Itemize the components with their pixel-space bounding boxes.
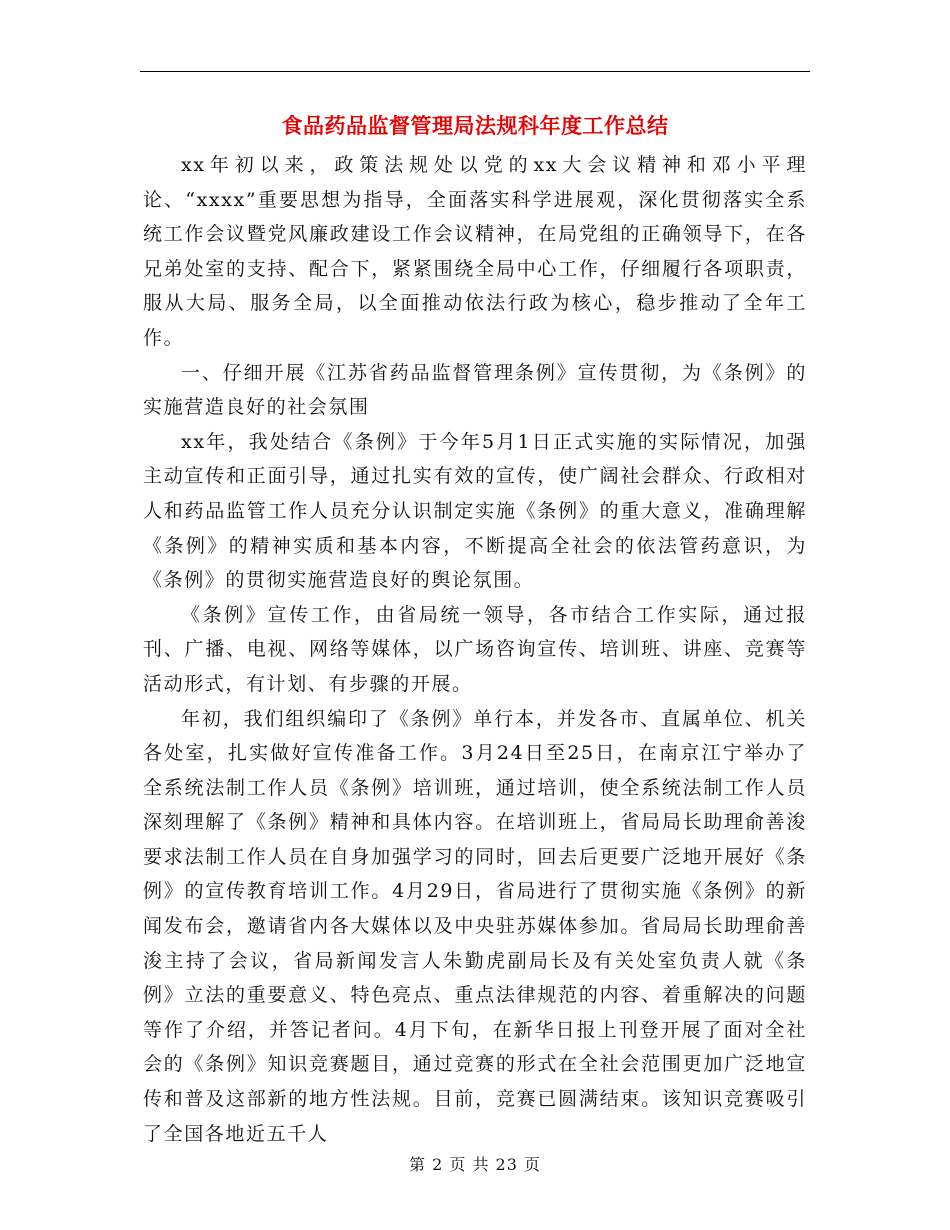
paragraph-section-1b: 《条例》宣传工作，由省局统一领导，各市结合工作实际，通过报刊、广播、电视、网络等媒体，以广场咨询宣传、培训班、讲座、竞赛等活动形式，有计划、有步骤的开展。 [143, 603, 807, 695]
document-title: 食品药品监督管理局法规科年度工作总结 [281, 114, 669, 138]
paragraph-intro: xx年初以来，政策法规处以党的xx大会议精神和邓小平理论、“xxxx”重要思想为指导，全面落实科学进展观，深化贯彻落实全系统工作会议暨党风廉政建设工作会议精神，在局党组的正确领导下，在各兄弟处室的支持、配合下，紧紧围绕全局中心工作，仔细履行各项职责，服从大局、服务全局，以全面推动依法行政为核心，稳步推动了全年工作。 [143, 154, 807, 349]
page-footer [140, 1152, 810, 1175]
document-body [143, 148, 807, 1151]
paragraph-section-1c: 年初，我们组织编印了《条例》单行本，并发各市、直属单位、机关各处室，扎实做好宣传准备工作。3月24日至25日，在南京江宁举办了全系统法制工作人员《条例》培训班，通过培训，使全系统法制工作人员深刻理解了《条例》精神和具体内容。在培训班上，省局局长助理俞善浚要求法制工作人员在自身加强学习的同时，回去后更要广泛地开展好《条例》的宣传教育培训工作。4月29日，省局进行了贯彻实施《条例》的新闻发布会，邀请省内各大媒体以及中央驻苏媒体参加。省局局长助理俞善浚主持了会议，省局新闻发言人朱勤虎副局长及有关处室负责人就《条例》立法的重要意义、特色亮点、重点法律规范的内容、着重解决的问题等作了介绍，并答记者问。4月下旬，在新华日报上刊登开展了面对全社会的《条例》知识竞赛题目，通过竞赛的形式在全社会范围更加广泛地宣传和普及这部新的地方性法规。目前，竞赛已圆满结束。该知识竞赛吸引了全国各地近五千人 [143, 707, 807, 1145]
paragraph-section-1a: xx年，我处结合《条例》于今年5月1日正式实施的实际情况，加强主动宣传和正面引导，通过扎实有效的宣传，使广阔社会群众、行政相对人和药品监管工作人员充分认识制定实施《条例》的重大意义，准确理解《条例》的精神实质和基本内容，不断提高全社会的依法管药意识，为《条例》的贯彻实施营造良好的舆论氛围。 [143, 430, 807, 592]
section-heading-1: 一、仔细开展《江苏省药品监督管理条例》宣传贯彻，为《条例》的实施营造良好的社会氛围 [143, 361, 807, 419]
page-number-label: 第 2 页 共 23 页 [409, 1155, 541, 1174]
header-rule [140, 71, 810, 72]
